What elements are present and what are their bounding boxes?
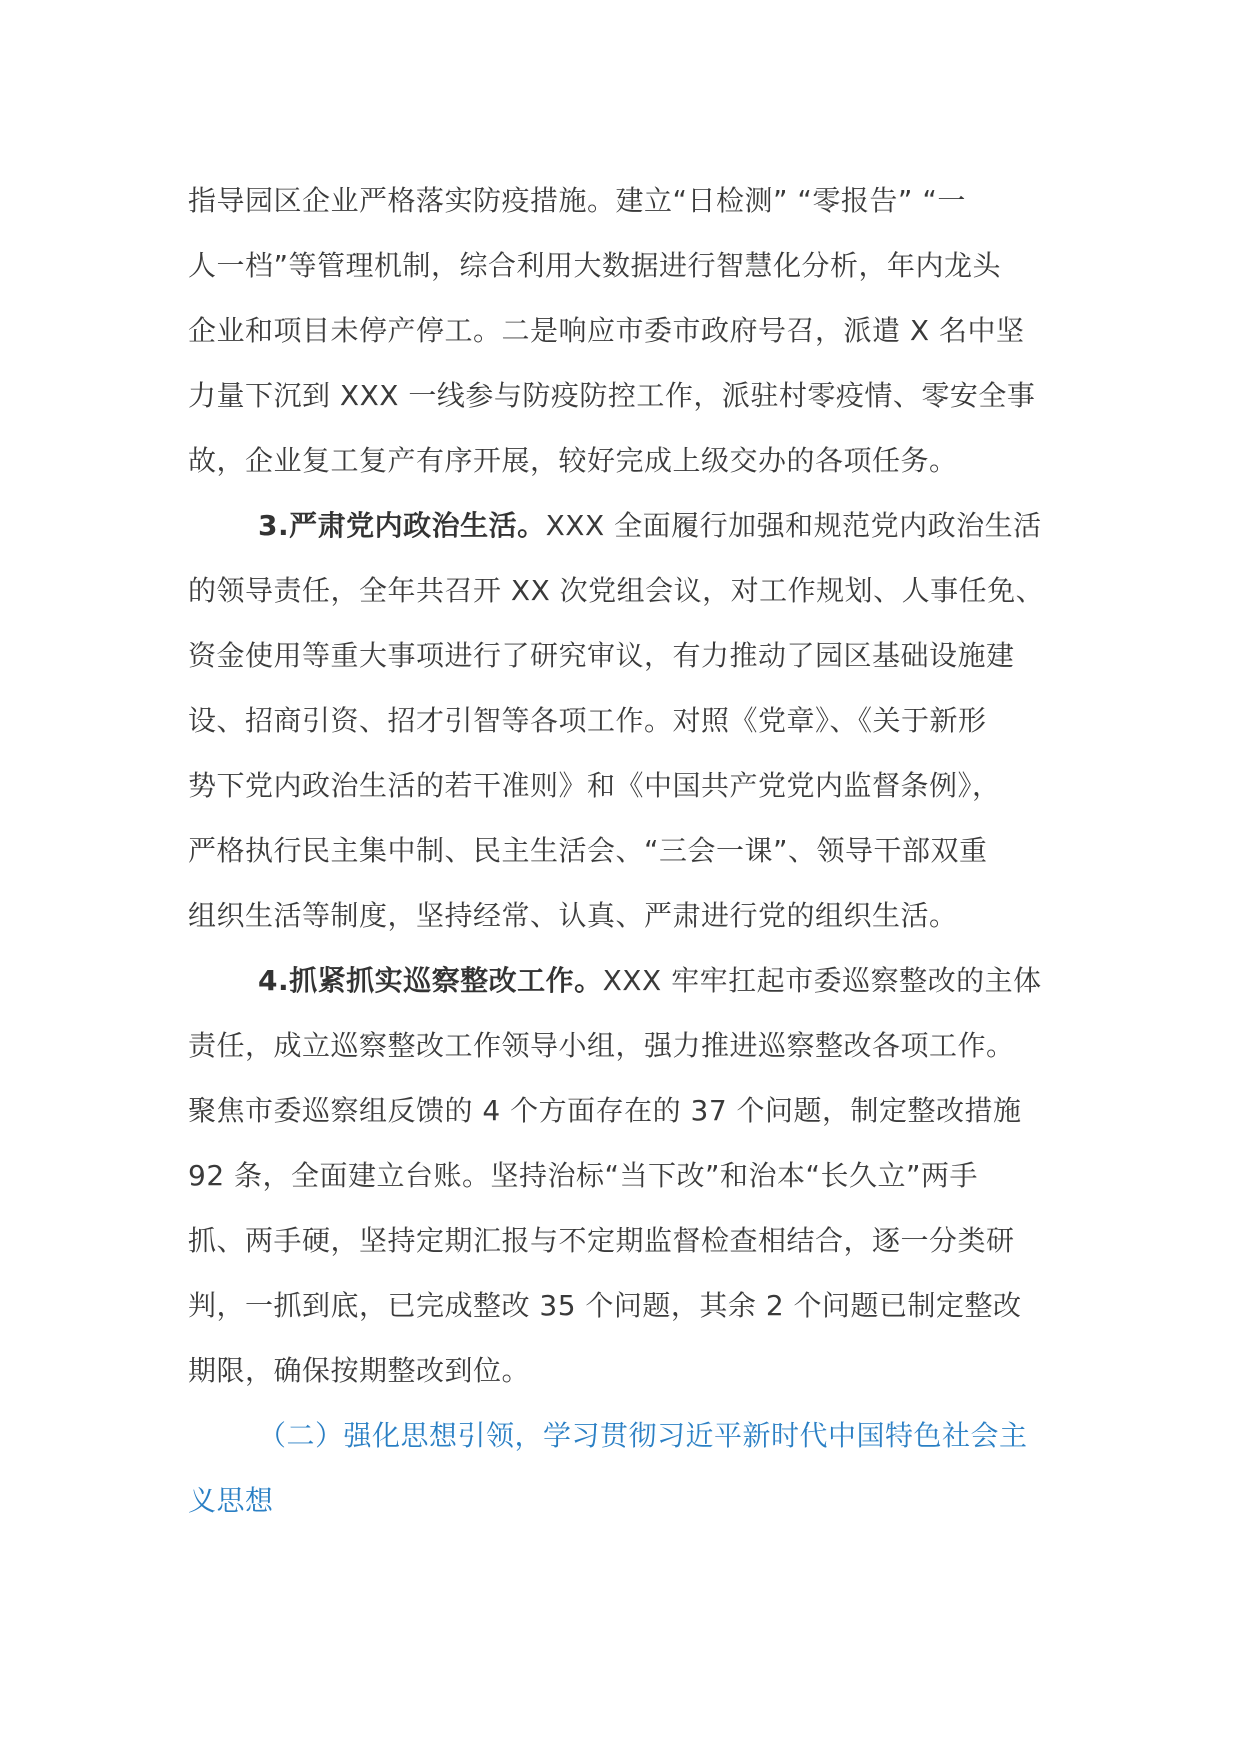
text-line: 势下党内政治生活的若干准则》和《中国共产党党内监督条例》， <box>188 769 1001 802</box>
text-line: 设、招商引资、招才引智等各项工作。对照《党章》、《关于新形 <box>188 704 987 737</box>
section-heading-line: 义思想 <box>188 1484 274 1517</box>
text-line: 组织生活等制度，坚持经常、认真、严肃进行党的组织生活。 <box>188 899 958 932</box>
text-line: 期限，确保按期整改到位。 <box>188 1354 531 1387</box>
text-line: 资金使用等重大事项进行了研究审议，有力推动了园区基础设施建 <box>188 639 1015 672</box>
section-heading-line: （二）强化思想引领，学习贯彻习近平新时代中国特色社会主 <box>258 1419 1028 1452</box>
text-line: 指导园区企业严格落实防疫措施。建立“日检测” “零报告” “一 <box>188 184 966 217</box>
text-line: 判，一抓到底，已完成整改 35 个问题，其余 2 个问题已制定整改 <box>188 1289 1022 1322</box>
text-line: 92 条，全面建立台账。坚持治标“当下改”和治本“长久立”两手 <box>188 1159 979 1192</box>
text-line: 力量下沉到 XXX 一线参与防疫防控工作，派驻村零疫情、零安全事 <box>188 379 1036 412</box>
text-line: 责任，成立巡察整改工作领导小组，强力推进巡察整改各项工作。 <box>188 1029 1015 1062</box>
paragraph-party-political-life <box>188 493 1058 948</box>
text-line: 严格执行民主集中制、民主生活会、“三会一课”、领导干部双重 <box>188 834 988 867</box>
paragraph-epidemic-prevention <box>188 168 1058 493</box>
paragraph-title: 4.抓紧抓实巡察整改工作。 <box>258 964 603 997</box>
document-body <box>188 168 1058 1533</box>
text-line: 企业和项目未停产停工。二是响应市委市政府号召，派遣 X 名中坚 <box>188 314 1025 347</box>
paragraph-inspection-rectification <box>188 948 1058 1403</box>
text-line: 故，企业复工复产有序开展，较好完成上级交办的各项任务。 <box>188 444 958 477</box>
paragraph-text: XXX 牢牢扛起市委巡察整改的主体 <box>602 964 1042 997</box>
section-heading <box>188 1403 1058 1533</box>
paragraph-text: XXX 全面履行加强和规范党内政治生活 <box>545 509 1042 542</box>
paragraph-first-line <box>188 948 1058 1013</box>
text-line: 人一档”等管理机制，综合利用大数据进行智慧化分析，年内龙头 <box>188 249 1002 282</box>
text-line: 聚焦市委巡察组反馈的 4 个方面存在的 37 个问题，制定整改措施 <box>188 1094 1022 1127</box>
paragraph-title: 3.严肃党内政治生活。 <box>258 509 546 542</box>
text-line: 抓、两手硬，坚持定期汇报与不定期监督检查相结合，逐一分类研 <box>188 1224 1015 1257</box>
paragraph-first-line <box>188 493 1058 558</box>
text-line: 的领导责任，全年共召开 XX 次党组会议，对工作规划、人事任免、 <box>188 574 1045 607</box>
